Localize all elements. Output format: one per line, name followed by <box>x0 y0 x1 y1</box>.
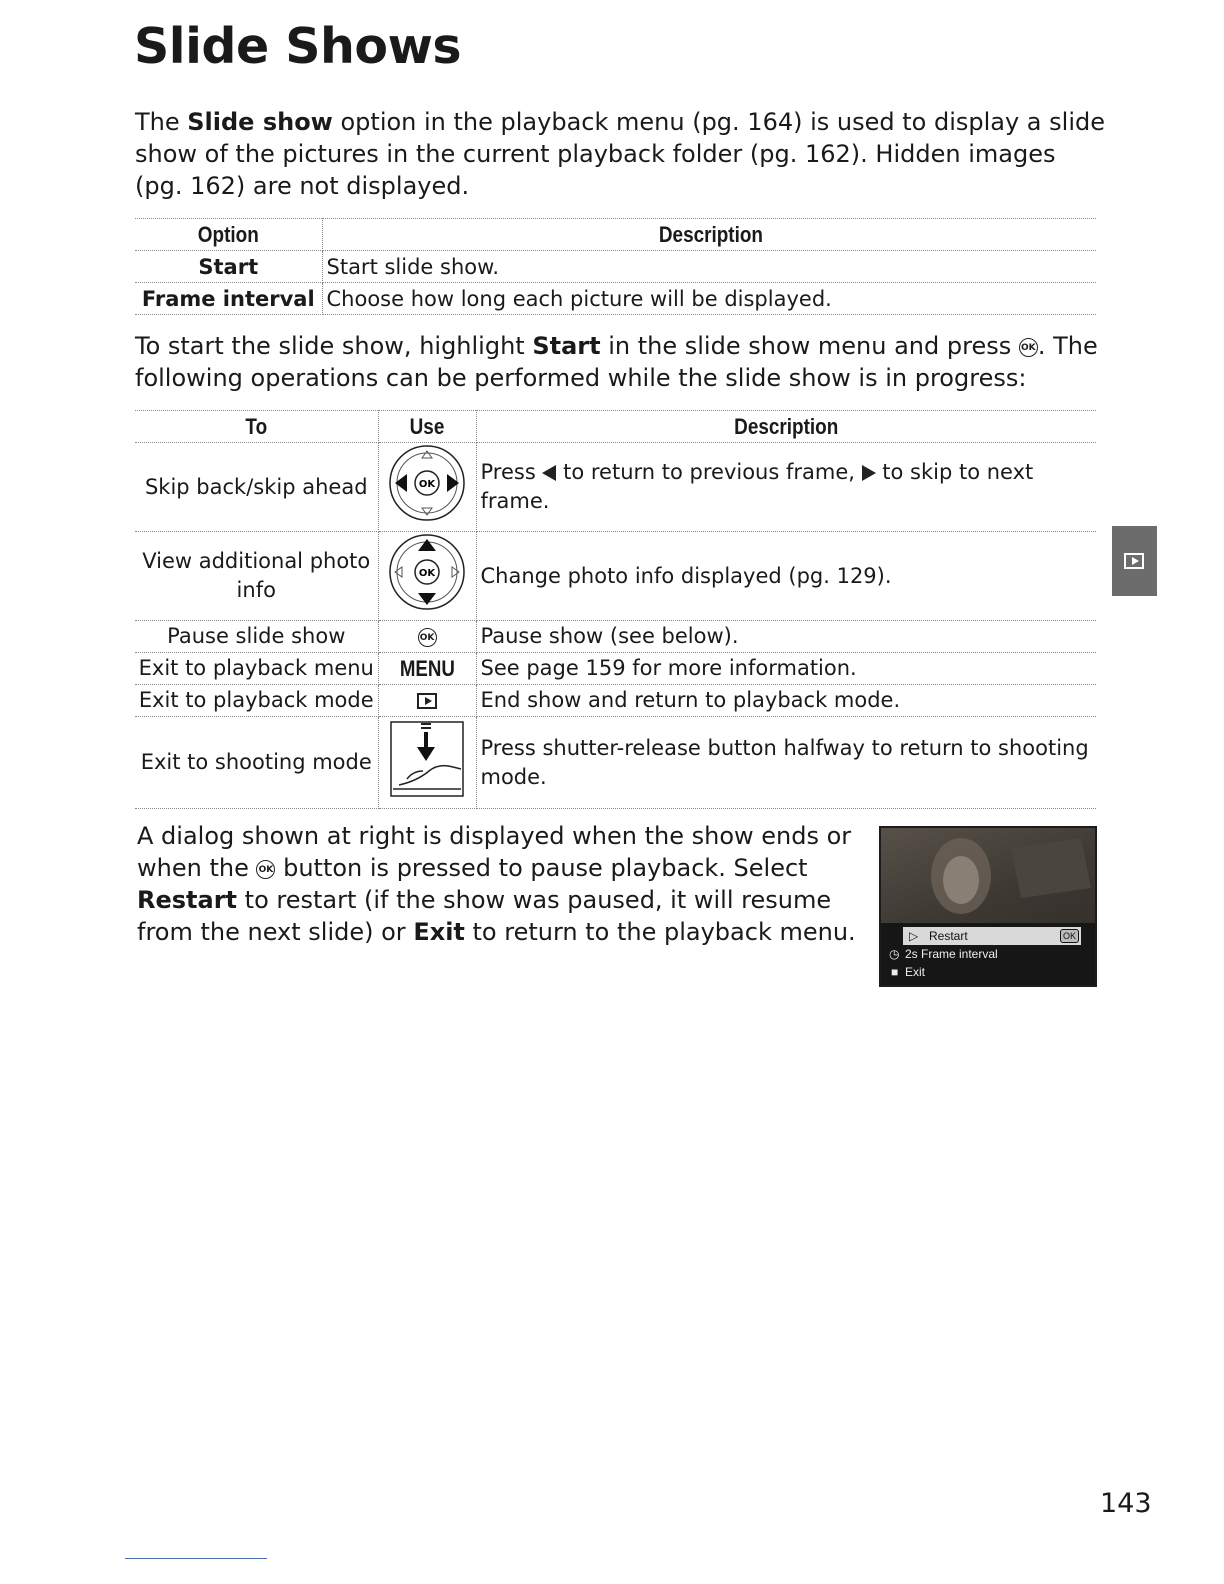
ok-button-icon: OK <box>1019 338 1038 357</box>
dialog-menu <box>881 923 1095 985</box>
multi-selector-up-down-icon <box>387 532 467 612</box>
op-to: Pause slide show <box>135 621 378 653</box>
dialog-exit-item: ■ Exit <box>891 965 926 979</box>
op-description: Change photo info displayed (pg. 129). <box>476 532 1096 621</box>
option-start: Start <box>135 251 322 283</box>
dialog-paragraph: A dialog shown at right is displayed when the show ends or when the OK button is pressed to pause playback. Select Restart to restart (if the show was paused, it will resume from the next slide) or Exit to return to the playback menu. <box>137 822 856 946</box>
playback-section-tab <box>1112 526 1157 596</box>
ok-badge: OK <box>1060 929 1079 943</box>
header-description: Description <box>519 411 1052 443</box>
page-number: 143 <box>1100 1488 1152 1519</box>
intro-paragraph: The Slide show option in the playback menu (pg. 164) is used to display a slide show of the pictures in the current playback folder (pg. 162). Hidden images (pg. 162) are not displayed. <box>135 108 1105 200</box>
op-description: See page 159 for more information. <box>476 653 1096 685</box>
dialog-screenshot <box>879 826 1097 987</box>
photo-thumbnail <box>881 828 1095 928</box>
right-arrow-icon <box>862 465 876 481</box>
footer-rule <box>125 1558 267 1559</box>
options-table <box>135 218 1096 315</box>
table-row <box>135 685 1096 717</box>
timer-icon: ◷ <box>889 947 900 961</box>
op-to: Exit to playback mode <box>135 685 378 717</box>
header-use: Use <box>385 411 469 443</box>
svg-text:OK: OK <box>418 568 436 579</box>
op-to: View additional photo info <box>135 532 378 621</box>
option-start-description: Start slide show. <box>322 251 1096 283</box>
multi-selector-left-right-icon <box>387 443 467 523</box>
operations-header-row <box>135 411 1096 443</box>
operations-table <box>135 410 1096 809</box>
menu-button-label: MENU <box>399 655 455 681</box>
op-to: Skip back/skip ahead <box>135 443 378 532</box>
op-description: Press to return to previous frame, to skip to next frame. <box>476 443 1096 532</box>
option-frame-interval: Frame interval <box>135 283 322 315</box>
header-option: Option <box>148 219 309 251</box>
op-description: Pause show (see below). <box>476 621 1096 653</box>
dialog-frame-interval-item: ◷ 2s Frame interval <box>889 947 998 961</box>
stop-icon: ■ <box>891 965 899 979</box>
table-row <box>135 443 1096 532</box>
table-row <box>135 717 1096 809</box>
header-description: Description <box>376 219 1042 251</box>
option-frame-interval-description: Choose how long each picture will be displayed. <box>322 283 1096 315</box>
table-row <box>135 653 1096 685</box>
svg-text:OK: OK <box>418 479 436 490</box>
op-to: Exit to shooting mode <box>135 717 378 809</box>
table-row <box>135 621 1096 653</box>
table-row <box>135 251 1096 283</box>
op-to: Exit to playback menu <box>135 653 378 685</box>
options-header-row <box>135 219 1096 251</box>
play-icon: ▷ <box>909 929 919 943</box>
ok-button-icon: OK <box>418 628 437 647</box>
playback-button-icon <box>417 693 437 709</box>
dialog-restart-item: ▷ Restart OK <box>903 927 1081 945</box>
op-description: End show and return to playback mode. <box>476 685 1096 717</box>
header-to: To <box>152 411 361 443</box>
ok-button-icon: OK <box>256 860 275 879</box>
table-row <box>135 283 1096 315</box>
left-arrow-icon <box>542 465 556 481</box>
start-paragraph: To start the slide show, highlight Start in the slide show menu and press OK. The following operations can be performed while the slide show is in progress: <box>135 332 1098 392</box>
table-row <box>135 532 1096 621</box>
playback-tab-icon <box>1124 553 1144 569</box>
page-title: Slide Shows <box>134 18 462 75</box>
shutter-release-icon <box>387 719 467 799</box>
op-description: Press shutter-release button halfway to return to shooting mode. <box>476 717 1096 809</box>
